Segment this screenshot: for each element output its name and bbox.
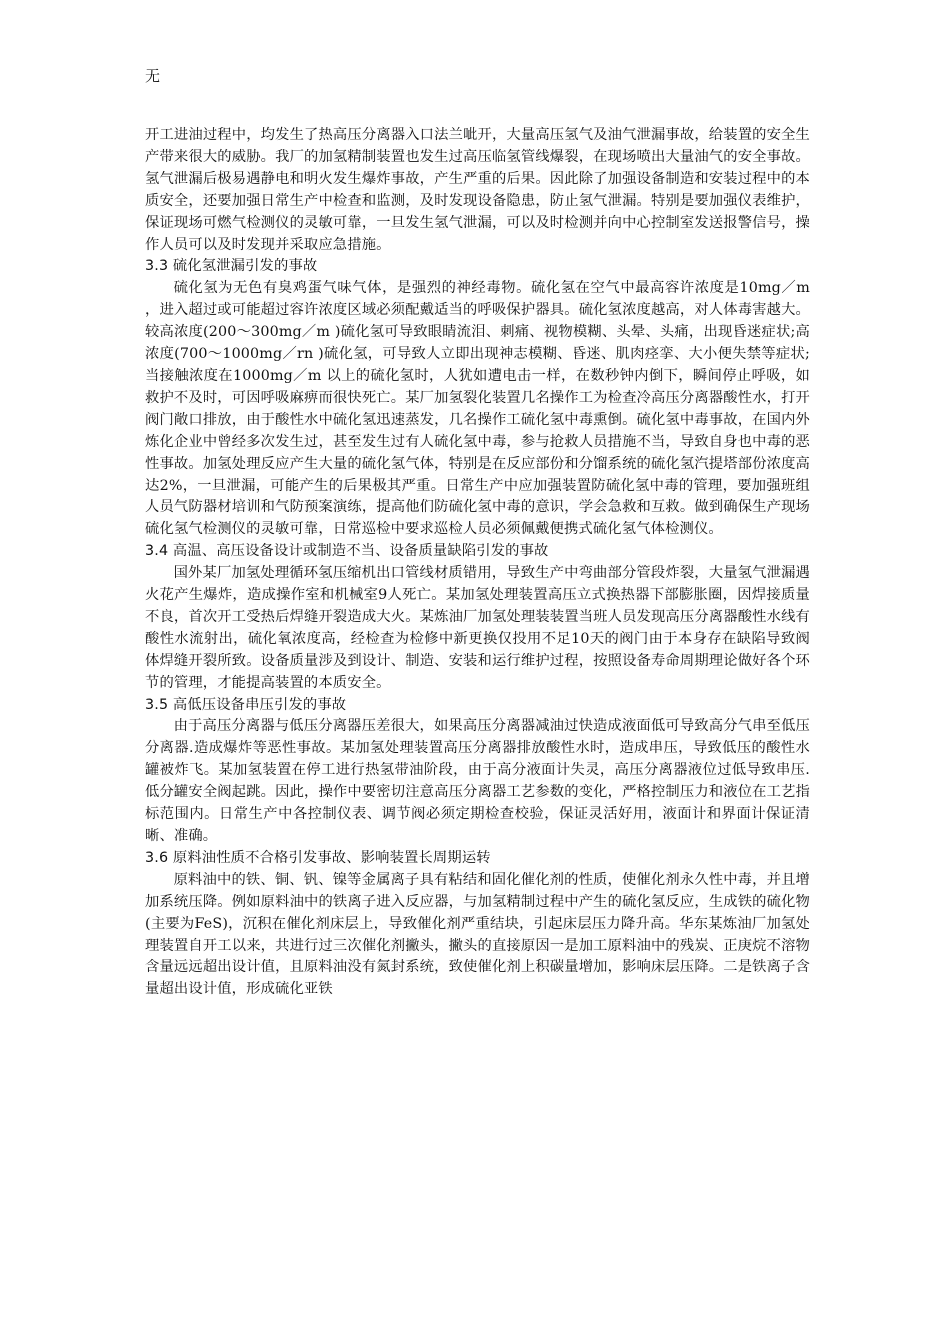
section-heading: 3.6 原料油性质不合格引发事故、影响装置长周期运转 <box>145 849 491 866</box>
body-paragraph: 国外某厂加氢处理循环氢压缩机出口管线材质错用，导致生产中弯曲部分管段炸裂，大量氢气泄漏遇火花产生爆炸，造成操作室和机械室9人死亡。某加氢处理装置高压立式换热器下部膨胀圈，因焊接质量不良，首次开工受热后焊缝开裂造成大火。某炼油厂加氢处理装装置当班人员发现高压分离器酸性水线有酸性水流射出，硫化氧浓度高，经检查为检修中新更换仅投用不足10天的阀门由于本身存在缺陷导致阀体焊缝开裂所致。设备质量涉及到设计、制造、安装和运行维护过程，按照设备寿命周期理论做好各个环节的管理，才能提高装置的本质安全。 <box>145 565 810 691</box>
document-body <box>145 125 810 1001</box>
section-heading: 3.4 高温、高压设备设计或制造不当、设备质量缺陷引发的事故 <box>145 543 549 560</box>
body-paragraph: 由于高压分离器与低压分离器压差很大，如果高压分离器减油过快造成液面低可导致高分气串至低压分离器.造成爆炸等恶性事故。某加氢处理装置高压分离器排放酸性水时，造成串压，导致低压的酸性水罐被炸飞。某加氢装置在停工进行热氢带油阶段，由于高分液面计失灵，高压分离器液位过低导致串压.低分罐安全阀起跳。因此，操作中要密切注意高压分离器工艺参数的变化，严格控制压力和液位在工艺指标范围内。日常生产中各控制仪表、调节阀必须定期检查校验，保证灵活好用，液面计和界面计保证清晰、准确。 <box>145 718 810 844</box>
body-paragraph: 硫化氢为无色有臭鸡蛋气味气体，是强烈的神经毒物。硫化氢在空气中最高容许浓度是10mg／m ，进入超过或可能超过容许浓度区域必须配戴适当的呼吸保护器具。硫化氢浓度越高，对人体毒害越大。较高浓度(200～300mg／m )硫化氢可导致眼睛流泪、刺痛、视物模糊、头晕、头痛，出现昏迷症状;高浓度(700～1000mg／rn )硫化氢，可导致人立即出现神志模糊、昏迷、肌肉痉挛、大小便失禁等症状;当接触浓度在1000mg／m 以上的硫化氢时，人犹如遭电击一样，在数秒钟内倒下，瞬间停止呼吸，如救护不及时，可因呼吸麻痹而很快死亡。某厂加氢裂化装置几名操作工为检查冷高压分离器酸性水，打开阀门敞口排放，由于酸性水中硫化氢迅速蒸发，几名操作工硫化氢中毒熏倒。硫化氢中毒事故，在国内外炼化企业中曾经多次发生过，甚至发生过有人硫化氢中毒，参与抢救人员措施不当，导致自身也中毒的恶性事故。加氢处理反应产生大量的硫化氢气体，特别是在反应部份和分馏系统的硫化氢汽提塔部份浓度高达2%，一旦泄漏，可能产生的后果极其严重。日常生产中应加强装置防硫化氢中毒的管理，要加强班组人员气防器材培训和气防预案演练，提高他们防硫化氢中毒的意识，学会急救和互救。做到确保生产现场硫化氢气检测仪的灵敏可靠，日常巡检中要求巡检人员必须佩戴便携式硫化氢气体检测仪。 <box>145 280 810 538</box>
body-paragraph: 开工进油过程中，均发生了热高压分离器入口法兰呲开，大量高压氢气及油气泄漏事故，给装置的安全生产带来很大的威胁。我厂的加氢精制装置也发生过高压临氢管线爆裂，在现场喷出大量油气的安全事故。氢气泄漏后极易遇静电和明火发生爆炸事故，产生严重的后果。因此除了加强设备制造和安装过程中的本质安全，还要加强日常生产中检查和监测，及时发现设备隐患，防止氢气泄漏。特别是要加强仪表维护，保证现场可燃气检测仪的灵敏可靠，一旦发生氢气泄漏，可以及时检测并向中心控制室发送报警信号，操作人员可以及时发现并采取应急措施。 <box>145 127 810 253</box>
body-paragraph: 原料油中的铁、铜、钒、镍等金属离子具有粘结和固化催化剂的性质，使催化剂永久性中毒，并且增加系统压降。例如原料油中的铁离子进入反应器，与加氢精制过程中产生的硫化氢反应，生成铁的硫化物(主要为FeS)，沉积在催化剂床层上，导致催化剂严重结块，引起床层压力降升高。华东某炼油厂加氢处理装置自开工以来，共进行过三次催化剂撇头，撇头的直接原因一是加工原料油中的残炭、正庚烷不溶物含量远远超出设计值，且原料油没有氮封系统，致使催化剂上积碳量增加，影响床层压降。二是铁离子含量超出设计值，形成硫化亚铁 <box>145 871 810 998</box>
section-heading: 3.3 硫化氢泄漏引发的事故 <box>145 258 318 275</box>
section-heading: 3.5 高低压设备串压引发的事故 <box>145 696 347 713</box>
page-header: 无 <box>145 67 161 85</box>
